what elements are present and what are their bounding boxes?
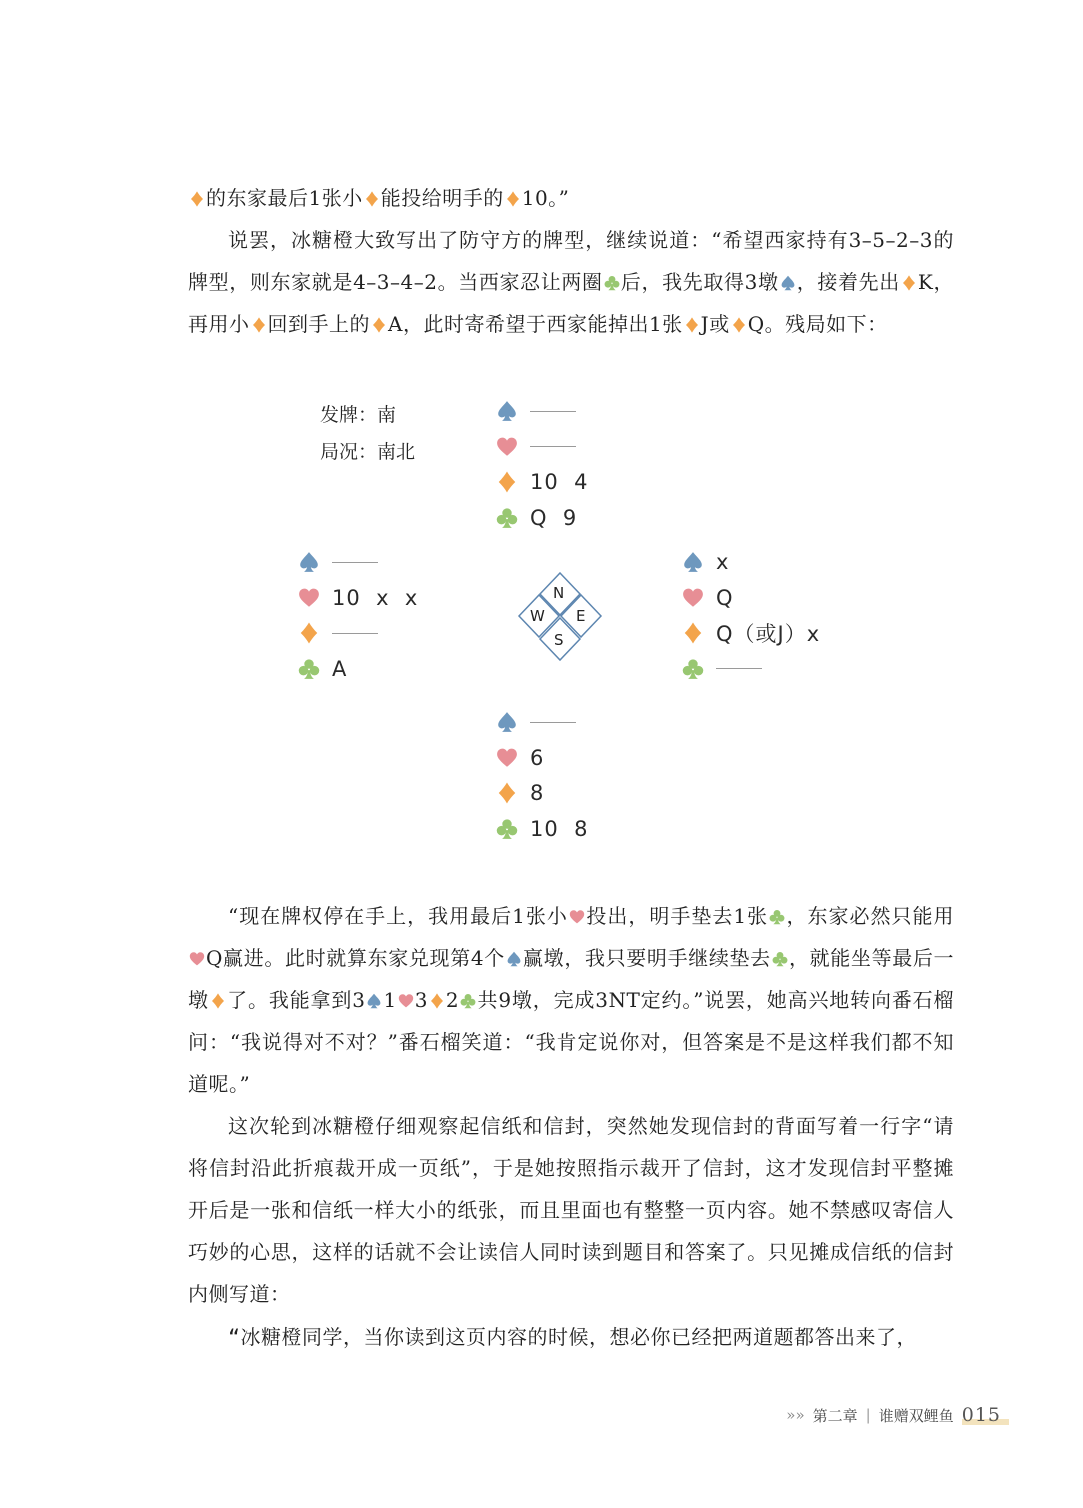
spade-icon [496, 711, 518, 733]
south-spade-row [496, 707, 576, 737]
diamond-icon [496, 471, 518, 493]
diamond-icon [210, 993, 226, 1009]
diamond-icon [429, 993, 445, 1009]
paragraph-2: 说罢，冰糖橙大致写出了防守方的牌型，继续说道：“希望西家持有3–5–2–3的牌型，则东家就是4–3–4–2。当西家忍让两圈 后，我先取得3墩 ，接着先出 K，再用小 回到手上的 A，此时寄希望于西家能掉出1张 J或 Q。残局如下： [188, 219, 954, 345]
club-icon [772, 951, 788, 967]
east-hand [682, 547, 882, 692]
spade-icon [682, 551, 704, 573]
south-hand [496, 707, 696, 852]
diamond-icon [505, 191, 521, 207]
diamond-icon [684, 317, 700, 333]
compass-diagram [513, 572, 607, 662]
west-hand [298, 547, 498, 692]
heart-icon [682, 587, 704, 609]
west-diamond-row [298, 618, 378, 648]
diamond-icon [364, 191, 380, 207]
footer-arrows: »» [786, 1406, 805, 1424]
dealer-label: 发牌：南 [320, 404, 397, 426]
club-icon [460, 993, 476, 1009]
card-holding: Q（或J）x [716, 622, 821, 646]
card-holding: 6 [530, 745, 545, 770]
west-club-row [298, 654, 347, 684]
card-holding: Q 9 [530, 505, 578, 530]
club-icon [496, 507, 518, 529]
void-dash [530, 722, 576, 723]
west-heart-row [298, 583, 418, 613]
compass-west: W [530, 607, 545, 625]
south-club-row [496, 814, 588, 844]
diamond-icon [682, 622, 704, 644]
footer-separator: | [865, 1406, 871, 1424]
page-footer [786, 1404, 1001, 1426]
south-heart-row [496, 743, 544, 773]
compass-east: E [576, 607, 586, 625]
spade-icon [780, 275, 796, 291]
void-dash [332, 562, 378, 563]
card-holding: 10 4 [530, 470, 589, 494]
north-club-row [496, 503, 577, 533]
north-diamond-row [496, 467, 588, 497]
heart-icon [298, 587, 320, 609]
void-dash [530, 446, 576, 447]
chapter-title: 谁赠双鲤鱼 [878, 1406, 954, 1425]
card-holding: 10 8 [530, 816, 589, 841]
diamond-icon [298, 622, 320, 644]
heart-icon [398, 993, 414, 1009]
heart-icon [496, 747, 518, 769]
north-spade-row [496, 396, 576, 426]
void-dash [716, 668, 762, 669]
heart-icon [189, 951, 205, 967]
heart-icon [569, 909, 585, 925]
compass-south: S [554, 631, 564, 649]
card-holding: A [332, 656, 348, 681]
paragraph-text [228, 895, 229, 896]
east-club-row [682, 654, 762, 684]
card-holding: x [716, 550, 730, 574]
diamond-icon [371, 317, 387, 333]
diamond-icon [251, 317, 267, 333]
club-icon [682, 658, 704, 680]
paragraph-1: 的东家最后1张小 能投给明手的 10。” [188, 177, 954, 219]
south-diamond-row [496, 778, 544, 808]
east-spade-row [682, 547, 729, 577]
paragraph-5: “冰糖橙同学，当你读到这页内容的时候，想必你已经把两道题都答出来了， [188, 1316, 954, 1358]
vulnerability-label: 局况：南北 [320, 441, 416, 463]
club-icon [496, 818, 518, 840]
spade-icon [496, 400, 518, 422]
club-icon [298, 658, 320, 680]
east-diamond-row [682, 618, 820, 648]
paragraph-text [188, 177, 189, 178]
void-dash [530, 411, 576, 412]
paragraph-text [228, 1105, 229, 1106]
diamond-icon [189, 191, 205, 207]
diamond-icon [901, 275, 917, 291]
east-heart-row [682, 583, 734, 613]
void-dash [332, 633, 378, 634]
heart-icon [496, 436, 518, 458]
north-heart-row [496, 432, 576, 462]
card-holding: 10 x x [332, 585, 419, 610]
spade-icon [366, 993, 382, 1009]
compass-north: N [553, 584, 565, 602]
north-hand [496, 396, 696, 541]
diamond-icon [496, 782, 518, 804]
paragraph-text [228, 219, 229, 220]
card-holding: Q [716, 585, 734, 610]
page-number: 015 [961, 1404, 1001, 1426]
paragraph-3: “现在牌权停在手上，我用最后1张小 投出，明手垫去1张 ，东家必然只能用 Q赢进。此时就算东家兑现第4个 赢墩，我只要明手继续垫去 ，就能坐等最后一墩 了。我能拿到3 1 3 2 共9墩，完成3NT定约。”说罢，她高兴地转向番石榴问：“我说得对不对？”番石榴笑道：“我肯定说你对，但答案是不是这样我们都不知道呢。” [188, 895, 954, 1105]
paragraph-4: 这次轮到冰糖橙仔细观察起信纸和信封，突然她发现信封的背面写着一行字“请将信封沿此折痕裁开成一页纸”，于是她按照指示裁开了信封，这才发现信封平整摊开后是一张和信纸一样大小的纸张，而且里面也有整整一页内容。她不禁感叹寄信人巧妙的心思，这样的话就不会让读信人同时读到题目和答案了。只见摊成信纸的信封内侧写道： [188, 1105, 954, 1315]
chapter-label: 第二章 [812, 1406, 858, 1425]
spade-icon [298, 551, 320, 573]
paragraph-text [228, 1316, 229, 1317]
west-spade-row [298, 547, 378, 577]
spade-icon [506, 951, 522, 967]
diamond-icon [731, 317, 747, 333]
club-icon [769, 909, 785, 925]
card-holding: 8 [530, 781, 545, 805]
club-icon [604, 275, 620, 291]
